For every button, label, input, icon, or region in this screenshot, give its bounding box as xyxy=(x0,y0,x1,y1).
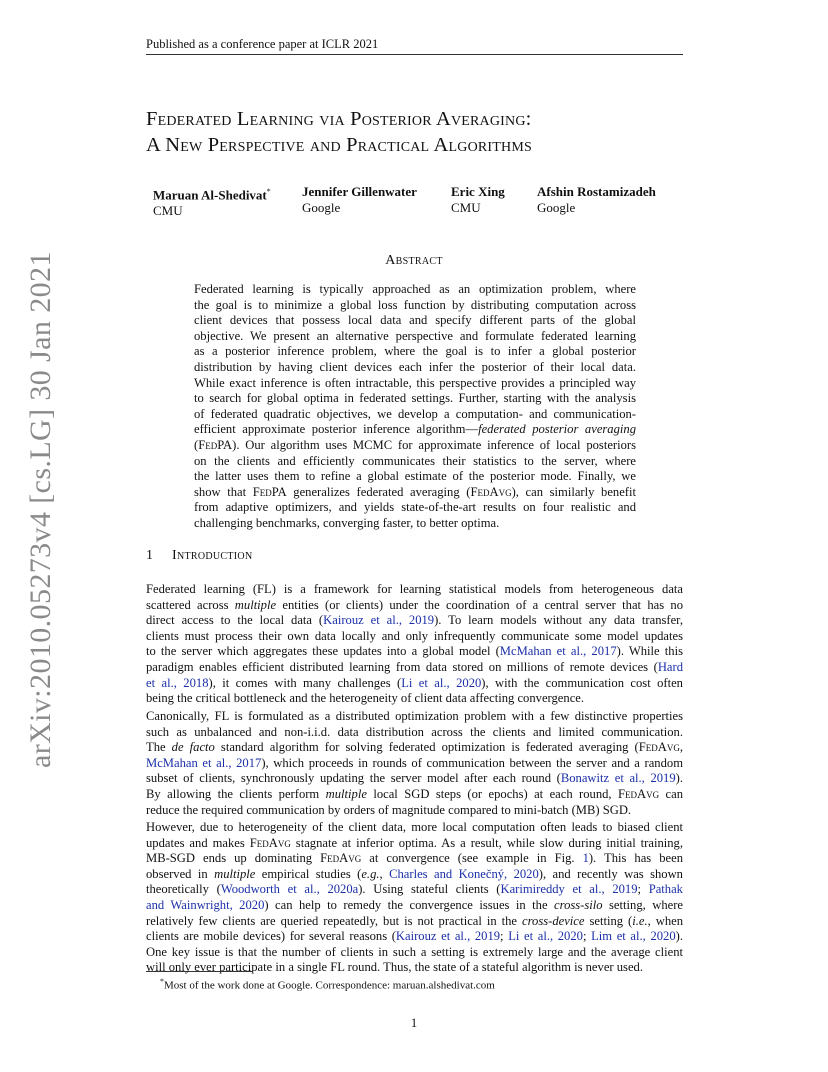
footnote-text: Most of the work done at Google. Correspondence: maruan.alshedivat.com xyxy=(164,979,495,992)
text-line: client devices that possess local data and specify different parts of the global xyxy=(194,313,636,328)
text-line: to the server which aggregates these updates into a global model (McMahan et al., 2017). While this xyxy=(146,644,683,659)
running-header: Published as a conference paper at ICLR 2021 xyxy=(146,37,379,51)
text-line: reduce the required communication by orders of magnitude compared to mini-batch (MB) SGD. xyxy=(146,802,632,817)
text-line: clients must process their own data locally and only infrequently communicate some model updates xyxy=(146,628,683,643)
paper-title xyxy=(146,106,706,158)
footnote-rule xyxy=(146,971,253,972)
author-mark: * xyxy=(266,187,271,196)
text-line: One key issue is that the number of clients in such a setting is extremely large and the average client xyxy=(146,944,683,959)
author-affiliation: CMU xyxy=(153,202,183,218)
text-line: paradigm enables efficient distributed learning from data stored on millions of remote devices (Hard xyxy=(146,659,683,674)
text-line: observed in multiple empirical studies (e.g., Charles and Konečný, 2020), and recently was shown xyxy=(146,866,683,881)
text-line: scattered across multiple entities (or clients) under the coordination of a central server that has no xyxy=(146,597,683,612)
text-line: to search for global optima in federated settings. Further, starting with the analysis xyxy=(194,391,636,406)
text-line: However, due to heterogeneity of the client data, more local computation often leads to biased client xyxy=(146,820,683,834)
author-name: Jennifer Gillenwater xyxy=(302,184,417,199)
text-line: being the critical bottleneck and the heterogeneity of client data affecting convergence. xyxy=(146,691,585,706)
author-affiliation: Google xyxy=(537,199,576,215)
text-line: will only ever participate in a single FL round. Thus, the state of a stateful algorithm is never used. xyxy=(146,960,643,975)
text-line: McMahan et al., 2017), which proceeds in rounds of communication between the server and a random xyxy=(146,755,683,770)
header-rule xyxy=(146,54,683,55)
text-line: distribution by having client devices each infer the posterior of their local data. xyxy=(194,359,636,374)
text-line: MB-SGD ends up dominating FedAvg at convergence (see example in Fig. 1). This has been xyxy=(146,851,683,866)
author-name: Eric Xing xyxy=(451,184,505,199)
title-line-1: Federated Learning via Posterior Averaging: xyxy=(146,108,532,130)
arxiv-stamp: arXiv:2010.05273v4 [cs.LG] 30 Jan 2021 xyxy=(24,251,57,768)
author-block-2 xyxy=(302,184,417,215)
author-affiliation: CMU xyxy=(451,199,481,215)
abstract-body xyxy=(194,282,636,532)
text-line: efficient approximate posterior inference algorithm—federated posterior averaging xyxy=(194,422,636,437)
footnote: *Most of the work done at Google. Correspondence: maruan.alshedivat.com xyxy=(160,977,495,992)
text-line: of federated quadratic objectives, we develop a computation- and communication- xyxy=(194,406,636,421)
paragraph-2 xyxy=(146,709,683,818)
author-block-1 xyxy=(153,184,271,218)
author-name: Maruan Al-Shedivat xyxy=(153,187,267,203)
author-block-4 xyxy=(537,184,656,215)
text-line: and Wainwright, 2020) can help to remedy the convergence issues in the cross-silo setting, where xyxy=(146,897,683,912)
text-line: from adaptive optimizers, and yields state-of-the-art results on four realistic and xyxy=(194,500,636,515)
text-line: et al., 2018), it comes with many challenges (Li et al., 2020), with the communication cost often xyxy=(146,675,683,690)
text-line: Federated learning is typically approached as an optimization problem, where xyxy=(194,282,636,296)
author-block-3 xyxy=(451,184,505,215)
text-line: theoretically (Woodworth et al., 2020a). Using stateful clients (Karimireddy et al., 2019; Pathak xyxy=(146,882,683,897)
text-line: relatively few clients are queried repeatedly, but is not practical in the cross-device setting (i.e., when xyxy=(146,913,684,928)
text-line: such as unbalanced and non-i.i.d. data distribution across the clients and limited communication. xyxy=(146,724,683,739)
text-line: updates and makes FedAvg stagnate at inferior optima. As a result, while slow during initial training, xyxy=(146,835,683,850)
text-line: the latter uses them to refine a global estimate of the posterior mode. Finally, we xyxy=(194,469,636,484)
text-line: subset of clients, synchronously updating the server model after each round (Bonawitz et al., 2019). xyxy=(146,771,683,786)
title-line-2: A New Perspective and Practical Algorithms xyxy=(146,134,532,156)
text-line: While exact inference is often intractable, this perspective provides a principled way xyxy=(194,375,636,390)
text-line: Canonically, FL is formulated as a distributed optimization problem with a few distinctive properties xyxy=(146,709,683,723)
section-number: 1 xyxy=(146,548,154,563)
text-line: By allowing the clients perform multiple local SGD steps (or epochs) at each round, FedAvg can xyxy=(146,786,683,801)
page-number: 1 xyxy=(410,1016,418,1030)
abstract-heading: Abstract xyxy=(385,253,443,268)
text-line: Federated learning (FL) is a framework for learning statistical models from heterogeneous data xyxy=(146,582,683,596)
text-line: objective. We present an alternative perspective and formulate federated learning xyxy=(194,328,636,343)
paragraph-1 xyxy=(146,582,683,707)
text-line: challenging benchmarks, converging faster, to better optima. xyxy=(194,515,500,530)
section-title: Introduction xyxy=(172,548,253,563)
author-name: Afshin Rostamizadeh xyxy=(537,184,656,199)
text-line: The de facto standard algorithm for solving federated optimization is federated averaging (FedAvg, xyxy=(146,740,684,755)
text-line: (FedPA). Our algorithm uses MCMC for approximate inference of local posteriors xyxy=(194,437,636,452)
paragraph-3 xyxy=(146,820,683,976)
text-line: show that FedPA generalizes federated averaging (FedAvg), can similarly benefit xyxy=(194,484,636,499)
text-line: direct access to the local data (Kairouz et al., 2019). To learn models without any data transfer, xyxy=(146,613,684,628)
text-line: clients are mobile devices) for several reasons (Kairouz et al., 2019; Li et al., 2020; Lim et al., 2020). xyxy=(146,929,683,944)
text-line: the goal is to minimize a global loss function by distributing computation across xyxy=(194,297,636,312)
section-heading xyxy=(146,548,252,564)
author-affiliation: Google xyxy=(302,199,341,215)
text-line: on the clients and efficiently communicates their statistics to the server, where xyxy=(194,453,636,468)
text-line: as a posterior inference problem, where the goal is to infer a global posterior xyxy=(194,344,636,359)
